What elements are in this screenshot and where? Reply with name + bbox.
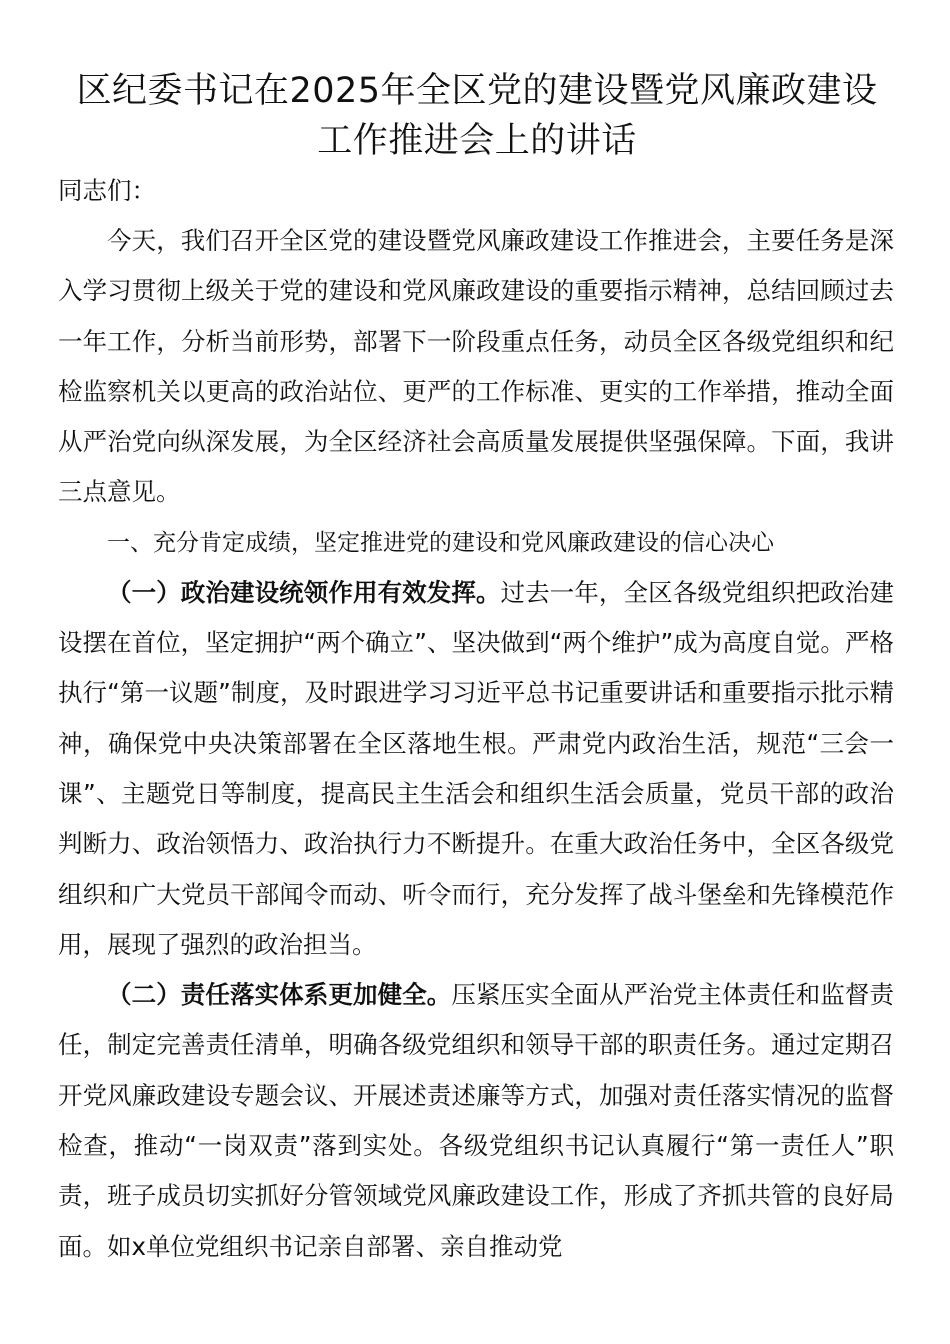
title-line-2: 工作推进会上的讲话 bbox=[317, 121, 637, 161]
subsection-1-paragraph bbox=[58, 568, 894, 970]
title-line-1: 区纪委书记在2025年全区党的建设暨党风廉政建设 bbox=[76, 71, 878, 111]
subsection-2-paragraph bbox=[58, 970, 894, 1272]
subsection-2-lead: （二）责任落实体系更加健全。 bbox=[107, 980, 452, 1010]
document-title bbox=[52, 66, 902, 166]
salutation: 同志们： bbox=[58, 176, 156, 205]
subsection-2-body: 压紧压实全面从严治党主体责任和监督责任，制定完善责任清单，明确各级党组织和领导干部的职责任务。通过定期召开党风廉政建设专题会议、开展述责述廉等方式，加强对责任落实情况的监督检查，推动“一岗双责”落到实处。各级党组织书记认真履行“第一责任人”职责，班子成员切实抓好分管领域党风廉政建设工作，形成了齐抓共管的良好局面。如x单位党组织书记亲自部署、亲自推动党 bbox=[58, 980, 895, 1261]
section-1-heading: 一、充分肯定成绩，坚定推进党的建设和党风廉政建设的信心决心 bbox=[107, 529, 774, 556]
subsection-1-body: 过去一年，全区各级党组织把政治建设摆在首位，坚定拥护“两个确立”、坚决做到“两个维护”成为高度自觉。严格执行“第一议题”制度，及时跟进学习习近平总书记重要讲话和重要指示批示精神，确保党中央决策部署在全区落地生根。严肃党内政治生活，规范“三会一课”、主题党日等制度，提高民主生活会和组织生活会质量，党员干部的政治判断力、政治领悟力、政治执行力不断提升。在重大政治任务中，全区各级党组织和广大党员干部闻令而动、听令而行，充分发挥了战斗堡垒和先锋模范作用，展现了强烈的政治担当。 bbox=[58, 577, 894, 959]
document-page bbox=[58, 66, 894, 1272]
intro-paragraph: 今天，我们召开全区党的建设暨党风廉政建设工作推进会，主要任务是深入学习贯彻上级关于党的建设和党风廉政建设的重要指示精神，总结回顾过去一年工作，分析当前形势，部署下一阶段重点任务，动员全区各级党组织和纪检监察机关以更高的政治站位、更严的工作标准、更实的工作举措，推动全面从严治党向纵深发展，为全区经济社会高质量发展提供坚强保障。下面，我讲三点意见。 bbox=[58, 226, 894, 507]
subsection-1-lead: （一）政治建设统领作用有效发挥。 bbox=[107, 577, 501, 607]
